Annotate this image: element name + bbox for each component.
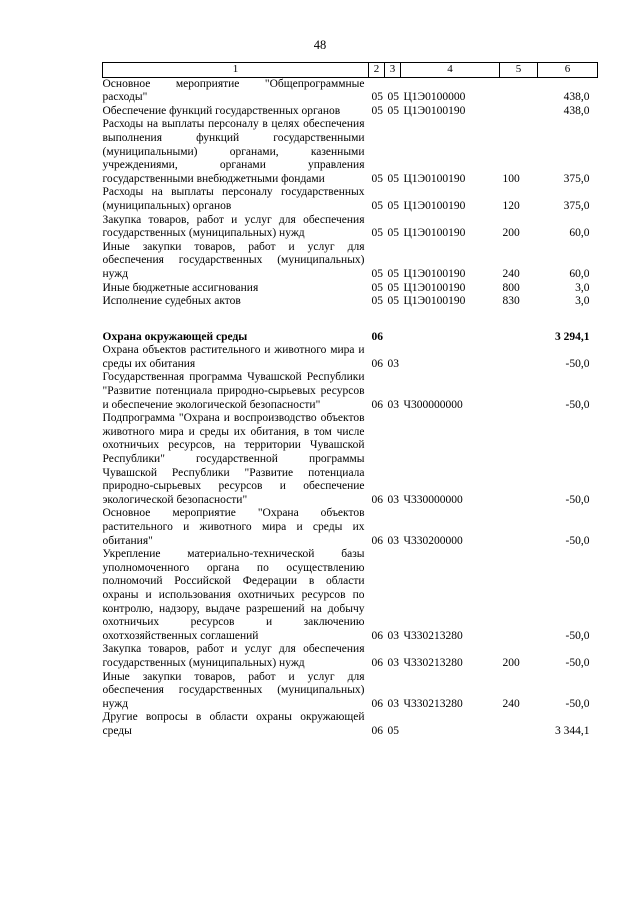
table-row — [103, 671, 598, 712]
row-name-cell: Другие вопросы в области охраны окружающей среды — [102, 711, 365, 737]
subsection-code-cell: 05 — [387, 104, 399, 117]
row-name-cell: Охрана объектов растительного и животного мира и среды их обитания — [102, 344, 365, 370]
expense-type-cell — [500, 371, 538, 412]
expense-type-cell — [500, 344, 538, 371]
amount-cell: 3 294,1 — [555, 330, 590, 343]
subsection-code-cell: 05 — [387, 199, 399, 212]
table-row — [103, 105, 598, 119]
amount-cell: 438,0 — [563, 104, 590, 117]
table-row — [103, 214, 598, 241]
amount-cell: -50,0 — [565, 629, 590, 642]
table-row — [103, 344, 598, 371]
target-article-cell — [401, 344, 500, 371]
section-code-cell: 06 — [371, 398, 383, 411]
row-name-cell: Иные бюджетные ассигнования — [102, 281, 259, 294]
target-article-cell: Ц1Э0100190 — [403, 267, 466, 280]
amount-cell: -50,0 — [565, 357, 590, 370]
section-code-cell: 06 — [371, 697, 383, 710]
table-row — [103, 371, 598, 412]
target-article-cell — [401, 711, 500, 738]
expense-type-cell — [500, 77, 538, 105]
section-code-cell: 05 — [371, 267, 383, 280]
section-code-cell: 06 — [371, 724, 383, 737]
subsection-code-cell: 03 — [387, 656, 399, 669]
row-name-cell: Государственная программа Чувашской Республики "Развитие потенциала природно-сырьевых ресурсов и обеспечение экологической безопасности" — [102, 371, 365, 411]
subsection-code-cell: 03 — [387, 697, 399, 710]
table-row — [103, 282, 598, 296]
target-article-cell: Ц1Э0100190 — [403, 281, 466, 294]
table-row — [103, 186, 598, 213]
row-name-cell: Подпрограмма "Охрана и воспроизводство объектов животного мира и среды их обитания, в том числе охотничьих ресурсов, на территории Чувашской Республики" государственной программы Чувашской Республики "Развитие потенциала природно-сырьевых ресурсов и обеспечение экологической безопасности" — [102, 412, 365, 506]
row-name-cell: Расходы на выплаты персоналу государственных (муниципальных) органов — [102, 186, 365, 212]
expense-type-cell: 200 — [502, 656, 520, 669]
expense-type-cell — [500, 105, 538, 119]
subsection-code-cell: 05 — [387, 91, 399, 104]
row-name-cell: Основное мероприятие "Общепрограммные расходы" — [102, 77, 365, 104]
subsection-code-cell: 03 — [387, 629, 399, 642]
target-article-cell: Ч330000000 — [403, 493, 463, 506]
row-name-cell: Расходы на выплаты персоналу в целях обеспечения выполнения функций государственными (муниципальными) органами, казенными учреждениями, органами управления государственными внебюджетными фондами — [102, 118, 365, 185]
subsection-code-cell: 05 — [387, 172, 399, 185]
amount-cell: 3,0 — [575, 295, 590, 308]
amount-cell: 375,0 — [563, 172, 590, 185]
section-code-cell: 05 — [371, 281, 383, 294]
expense-type-cell: 120 — [502, 199, 520, 212]
expense-type-cell: 200 — [502, 227, 520, 240]
column-header: 6 — [538, 63, 598, 78]
column-header: 3 — [385, 63, 401, 78]
target-article-cell: Ч330200000 — [403, 534, 463, 547]
spacer-row — [103, 309, 598, 331]
expense-type-cell — [500, 507, 538, 548]
target-article-cell: Ч330213280 — [403, 697, 463, 710]
section-code-cell: 06 — [371, 357, 383, 370]
amount-cell: 60,0 — [569, 267, 590, 280]
spacer-cell — [103, 309, 598, 331]
subsection-code-cell: 03 — [387, 534, 399, 547]
target-article-cell: Ч330213280 — [403, 656, 463, 669]
target-article-cell — [401, 331, 500, 345]
subsection-code-cell: 05 — [387, 227, 399, 240]
subsection-code-cell — [385, 331, 401, 345]
column-header: 4 — [401, 63, 500, 78]
amount-cell: -50,0 — [565, 534, 590, 547]
expense-type-cell: 100 — [502, 172, 520, 185]
budget-table — [102, 62, 598, 739]
section-code-cell: 05 — [371, 227, 383, 240]
target-article-cell: Ч300000000 — [403, 398, 463, 411]
table-row — [103, 412, 598, 507]
section-code-cell: 06 — [371, 656, 383, 669]
expense-type-cell — [500, 548, 538, 643]
section-code-cell: 06 — [371, 493, 383, 506]
amount-cell: 375,0 — [563, 199, 590, 212]
amount-cell: 3,0 — [575, 281, 590, 294]
section-code-cell: 06 — [371, 629, 383, 642]
expense-type-cell — [500, 331, 538, 345]
expense-type-cell — [500, 711, 538, 738]
subsection-code-cell: 03 — [387, 493, 399, 506]
table-row — [103, 711, 598, 738]
row-name-cell: Закупка товаров, работ и услуг для обеспечения государственных (муниципальных) нужд — [102, 643, 365, 669]
amount-cell: -50,0 — [565, 656, 590, 669]
table-row — [103, 643, 598, 670]
section-heading-row — [103, 331, 598, 345]
target-article-cell: Ч330213280 — [403, 629, 463, 642]
subsection-code-cell: 03 — [387, 398, 399, 411]
row-name-cell: Охрана окружающей среды — [102, 330, 248, 343]
page-number: 48 — [313, 38, 327, 52]
target-article-cell: Ц1Э0100190 — [403, 227, 466, 240]
expense-type-cell: 240 — [502, 697, 520, 710]
column-header: 1 — [103, 63, 369, 78]
section-code-cell: 05 — [371, 172, 383, 185]
row-name-cell: Основное мероприятие "Охрана объектов растительного и животного мира и среды их обитания" — [102, 507, 365, 547]
row-name-cell: Иные закупки товаров, работ и услуг для обеспечения государственных (муниципальных) нужд — [102, 670, 365, 710]
row-name-cell: Исполнение судебных актов — [102, 295, 241, 308]
expense-type-cell — [500, 412, 538, 507]
subsection-code-cell: 05 — [387, 267, 399, 280]
expense-type-cell: 800 — [502, 281, 520, 294]
subsection-code-cell: 03 — [387, 357, 399, 370]
amount-cell: 60,0 — [569, 227, 590, 240]
table-row — [103, 295, 598, 309]
target-article-cell: Ц1Э0100190 — [403, 295, 466, 308]
section-code-cell: 05 — [371, 91, 383, 104]
row-name-cell: Обеспечение функций государственных органов — [102, 104, 341, 117]
amount-cell: -50,0 — [565, 493, 590, 506]
table-row — [103, 77, 598, 105]
column-header: 2 — [369, 63, 385, 78]
table-row — [103, 548, 598, 643]
amount-cell: -50,0 — [565, 398, 590, 411]
section-code-cell: 05 — [371, 199, 383, 212]
subsection-code-cell: 05 — [387, 281, 399, 294]
amount-cell: 438,0 — [563, 91, 590, 104]
target-article-cell: Ц1Э0100190 — [403, 104, 466, 117]
target-article-cell: Ц1Э0100190 — [403, 199, 466, 212]
target-article-cell: Ц1Э0100190 — [403, 172, 466, 185]
subsection-code-cell: 05 — [387, 295, 399, 308]
amount-cell: -50,0 — [565, 697, 590, 710]
section-code-cell: 06 — [371, 534, 383, 547]
table-header-row — [103, 63, 598, 78]
section-code-cell: 06 — [371, 330, 383, 343]
expense-type-cell: 240 — [502, 267, 520, 280]
section-code-cell: 05 — [371, 295, 383, 308]
subsection-code-cell: 05 — [387, 724, 399, 737]
table-row — [103, 118, 598, 186]
target-article-cell: Ц1Э0100000 — [403, 91, 466, 104]
section-code-cell: 05 — [371, 104, 383, 117]
row-name-cell: Укрепление материально-технической базы уполномоченного органа по осуществлению полномочий Российской Федерации в области охраны и использования охотничьих ресурсов по контролю, надзору, выдаче разрешений на добычу охотничьих ресурсов и заключению охотхозяйственных соглашений — [102, 548, 365, 642]
table-row — [103, 507, 598, 548]
column-header: 5 — [500, 63, 538, 78]
row-name-cell: Закупка товаров, работ и услуг для обеспечения государственных (муниципальных) нужд — [102, 213, 365, 240]
expense-type-cell: 830 — [502, 295, 520, 308]
amount-cell: 3 344,1 — [555, 724, 590, 737]
table-row — [103, 241, 598, 282]
row-name-cell: Иные закупки товаров, работ и услуг для обеспечения государственных (муниципальных) нужд — [102, 240, 365, 280]
